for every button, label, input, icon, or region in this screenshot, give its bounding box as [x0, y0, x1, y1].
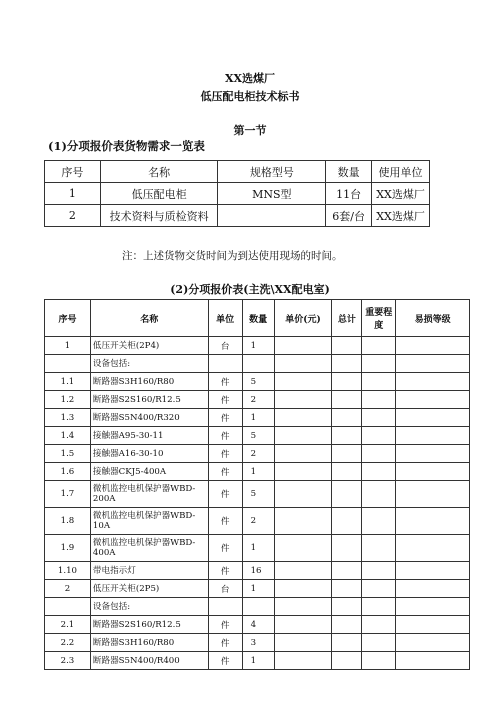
table2-cell: 件 [208, 391, 242, 409]
table2-cell: 接触器CKJ5-400A [90, 463, 208, 481]
table2-cell [242, 598, 274, 616]
table2-cell [332, 427, 362, 445]
table2-cell [274, 427, 332, 445]
table2-header-cell: 重要程度 [362, 300, 396, 337]
table2-cell [362, 337, 396, 355]
table1-cell: 11台 [326, 183, 372, 205]
table2-cell [332, 634, 362, 652]
table2-cell: 断路器S5N400/R320 [90, 409, 208, 427]
delivery-note: 注：上述货物交货时间为到达使用现场的时间。 [122, 250, 343, 262]
table2-row [45, 355, 470, 373]
table2-cell [332, 373, 362, 391]
table2-cell [362, 481, 396, 508]
table2-cell [208, 598, 242, 616]
table1-cell: 1 [45, 183, 101, 205]
table2-row [45, 481, 470, 508]
table2-cell [45, 598, 91, 616]
table2-cell: 1 [45, 337, 91, 355]
table2-cell [362, 373, 396, 391]
table2-cell: 件 [208, 562, 242, 580]
itemized-quote-table [44, 299, 470, 670]
table2-cell: 1 [242, 463, 274, 481]
table2-row [45, 634, 470, 652]
table2-cell [45, 355, 91, 373]
table2-cell [362, 535, 396, 562]
table1-header-cell: 使用单位 [372, 161, 430, 183]
table2-row [45, 463, 470, 481]
table2-cell: 断路器S3H160/R80 [90, 373, 208, 391]
table2-cell [274, 508, 332, 535]
table2-cell: 断路器S3H160/R80 [90, 634, 208, 652]
table2-row [45, 535, 470, 562]
table2-cell: 16 [242, 562, 274, 580]
table2-cell: 带电指示灯 [90, 562, 208, 580]
table2-cell [362, 580, 396, 598]
table2-cell [362, 562, 396, 580]
table2-cell: 件 [208, 481, 242, 508]
table2-header-cell: 单价(元) [274, 300, 332, 337]
table2-row [45, 409, 470, 427]
table2-cell [274, 391, 332, 409]
table2-cell [396, 535, 470, 562]
table1-header-cell: 数量 [326, 161, 372, 183]
table2-heading: (2)分项报价表(主洗\XX配电室) [170, 283, 330, 296]
table2-cell [332, 337, 362, 355]
table2-cell: 台 [208, 580, 242, 598]
table2-header-cell: 名称 [90, 300, 208, 337]
table2-cell [274, 562, 332, 580]
table2-cell [362, 634, 396, 652]
table2-cell [362, 391, 396, 409]
table2-cell: 1.6 [45, 463, 91, 481]
table1-header-cell: 名称 [100, 161, 218, 183]
table2-row [45, 508, 470, 535]
table2-cell [396, 652, 470, 670]
table2-cell: 2 [242, 391, 274, 409]
table2-cell: 件 [208, 652, 242, 670]
table2-cell [332, 391, 362, 409]
table1-row [45, 205, 430, 227]
table2-row [45, 427, 470, 445]
table2-cell: 1.8 [45, 508, 91, 535]
table2-row [45, 337, 470, 355]
table2-cell: 3 [242, 634, 274, 652]
table2-cell [274, 616, 332, 634]
table2-cell: 台 [208, 337, 242, 355]
table2-cell [396, 580, 470, 598]
table2-cell: 设备包括: [90, 355, 208, 373]
table2-header-cell: 单位 [208, 300, 242, 337]
table2-cell [396, 409, 470, 427]
table2-row [45, 616, 470, 634]
table1-header-cell: 规格型号 [218, 161, 326, 183]
table2-cell [396, 337, 470, 355]
table2-cell: 1.9 [45, 535, 91, 562]
table2-cell: 断路器S2S160/R12.5 [90, 391, 208, 409]
table1-cell: XX选煤厂 [372, 183, 430, 205]
table2-row [45, 580, 470, 598]
table2-cell: 件 [208, 373, 242, 391]
table2-cell [274, 535, 332, 562]
table2-body [45, 337, 470, 670]
table2-cell: 2 [45, 580, 91, 598]
table2-cell: 2.1 [45, 616, 91, 634]
table2-cell [274, 652, 332, 670]
table2-cell [362, 598, 396, 616]
table2-cell: 1.5 [45, 445, 91, 463]
table2-cell: 1.4 [45, 427, 91, 445]
table2-cell [332, 580, 362, 598]
table1-cell: MNS型 [218, 183, 326, 205]
table2-cell [332, 355, 362, 373]
table2-cell [274, 580, 332, 598]
table2-cell [362, 409, 396, 427]
table1-cell [218, 205, 326, 227]
table2-cell: 2 [242, 508, 274, 535]
table2-cell [362, 445, 396, 463]
table2-cell: 1 [242, 535, 274, 562]
table2-cell [396, 373, 470, 391]
table2-cell [332, 409, 362, 427]
table2-cell [362, 652, 396, 670]
table1-cell: 2 [45, 205, 101, 227]
table2-cell: 接触器A95-30-11 [90, 427, 208, 445]
table2-cell [274, 409, 332, 427]
table2-header-cell: 易损等级 [396, 300, 470, 337]
table2-cell [396, 463, 470, 481]
document-title-line1: XX选煤厂 [224, 72, 276, 85]
table2-cell: 件 [208, 634, 242, 652]
table2-cell: 4 [242, 616, 274, 634]
table2-cell: 微机监控电机保护器WBD-200A [90, 481, 208, 508]
table2-cell [332, 616, 362, 634]
table2-cell [396, 634, 470, 652]
table1-row [45, 183, 430, 205]
table2-cell: 1.7 [45, 481, 91, 508]
table2-cell [274, 481, 332, 508]
table2-cell [274, 355, 332, 373]
table2-cell [274, 373, 332, 391]
table2-cell: 微机监控电机保护器WBD-10A [90, 508, 208, 535]
table2-cell: 1 [242, 652, 274, 670]
table2-cell [396, 391, 470, 409]
table2-cell: 1.10 [45, 562, 91, 580]
table2-cell [362, 355, 396, 373]
section-heading: 第一节 [233, 124, 267, 137]
goods-demand-table [44, 160, 430, 227]
table2-cell [332, 445, 362, 463]
table1-header-row [45, 161, 430, 183]
table2-cell: 件 [208, 616, 242, 634]
table2-cell: 2 [242, 445, 274, 463]
table2-header-row [45, 300, 470, 337]
table2-cell: 件 [208, 427, 242, 445]
table2-cell [332, 463, 362, 481]
table2-row [45, 391, 470, 409]
table2-cell [274, 337, 332, 355]
table2-row [45, 373, 470, 391]
table2-cell [208, 355, 242, 373]
table2-cell [332, 598, 362, 616]
table2-cell [274, 463, 332, 481]
table2-cell: 件 [208, 463, 242, 481]
table2-cell: 2.3 [45, 652, 91, 670]
table2-cell [362, 463, 396, 481]
table1-cell: XX选煤厂 [372, 205, 430, 227]
table2-cell: 接触器A16-30-10 [90, 445, 208, 463]
table1-cell: 低压配电柜 [100, 183, 218, 205]
table2-cell: 1 [242, 337, 274, 355]
table2-cell: 设备包括: [90, 598, 208, 616]
table2-cell [396, 481, 470, 508]
table2-cell: 件 [208, 409, 242, 427]
table2-cell: 1 [242, 409, 274, 427]
table2-cell: 件 [208, 508, 242, 535]
table2-cell: 微机监控电机保护器WBD-400A [90, 535, 208, 562]
table2-cell: 件 [208, 445, 242, 463]
table2-cell [396, 427, 470, 445]
table2-cell [332, 652, 362, 670]
table1-cell: 6套/台 [326, 205, 372, 227]
table2-cell [362, 427, 396, 445]
table2-cell [362, 508, 396, 535]
table2-cell: 5 [242, 427, 274, 445]
table2-cell [396, 616, 470, 634]
document-title-line2: 低压配电柜技术标书 [200, 90, 300, 103]
table2-row [45, 598, 470, 616]
table2-cell [396, 562, 470, 580]
table2-row [45, 562, 470, 580]
table2-cell: 1 [242, 580, 274, 598]
table2-cell: 件 [208, 535, 242, 562]
table2-header-cell: 数量 [242, 300, 274, 337]
table2-cell [332, 481, 362, 508]
table2-cell [396, 355, 470, 373]
table2-row [45, 652, 470, 670]
table2-cell [274, 634, 332, 652]
table1-cell: 技术资料与质检资料 [100, 205, 218, 227]
table2-cell [332, 508, 362, 535]
table2-row [45, 445, 470, 463]
table2-cell: 2.2 [45, 634, 91, 652]
table2-cell [242, 355, 274, 373]
table2-header-cell: 总计 [332, 300, 362, 337]
table2-cell: 低压开关柜(2P4) [90, 337, 208, 355]
table2-header-cell: 序号 [45, 300, 91, 337]
table2-cell [274, 598, 332, 616]
table2-cell: 断路器S5N400/R400 [90, 652, 208, 670]
table2-cell: 5 [242, 373, 274, 391]
table2-cell [274, 445, 332, 463]
table2-cell: 1.1 [45, 373, 91, 391]
table2-cell: 1.2 [45, 391, 91, 409]
table2-cell [332, 535, 362, 562]
table2-cell [396, 508, 470, 535]
table2-cell [332, 562, 362, 580]
table2-cell: 断路器S2S160/R12.5 [90, 616, 208, 634]
table2-cell [396, 598, 470, 616]
table2-cell [396, 445, 470, 463]
table2-cell [362, 616, 396, 634]
table1-heading: (1)分项报价表货物需求一览表 [48, 139, 205, 153]
table2-cell: 1.3 [45, 409, 91, 427]
table2-cell: 5 [242, 481, 274, 508]
table1-header-cell: 序号 [45, 161, 101, 183]
table2-cell: 低压开关柜(2P5) [90, 580, 208, 598]
